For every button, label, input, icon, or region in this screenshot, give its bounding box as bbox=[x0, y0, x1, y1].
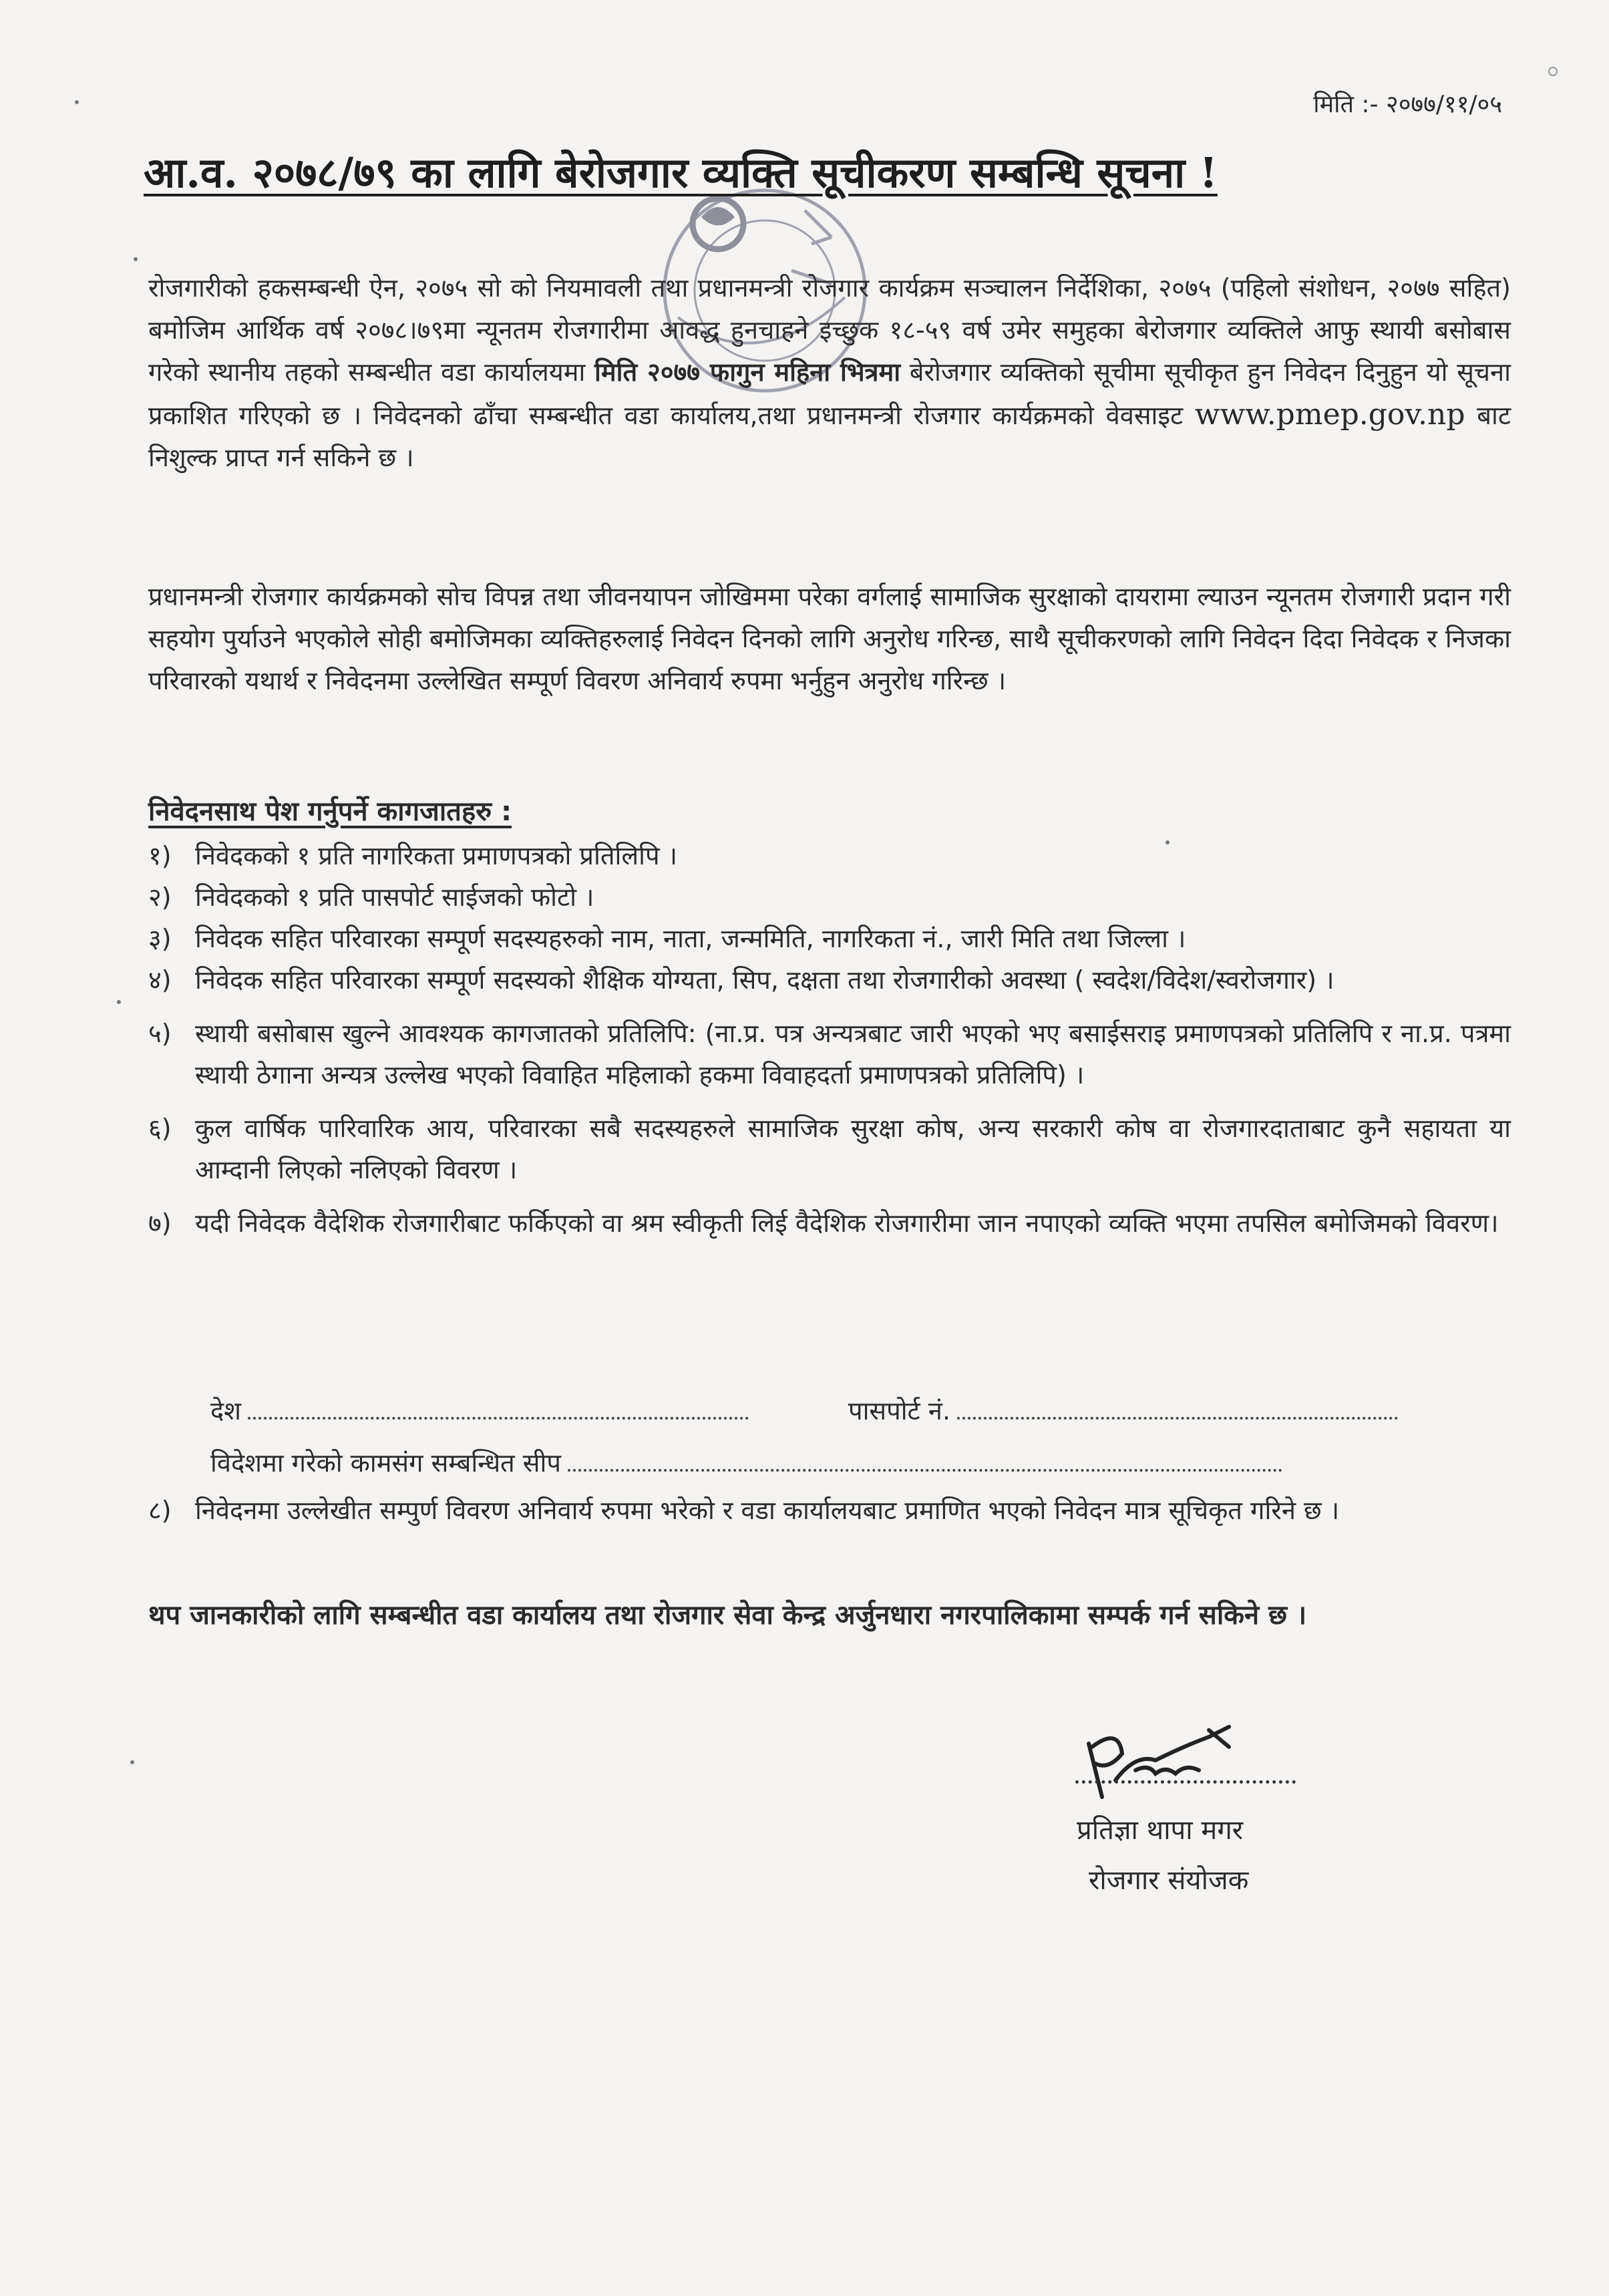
skill-blank bbox=[568, 1449, 1282, 1472]
item-number: ७) bbox=[148, 1208, 172, 1238]
intro-text-2: बेरोजगार व्यक्तिको सूचीमा सूचीकृत हुन निवेदन दिनुहुन यो सूचना प्रकाशित गरिएको छ । निवेदनको ढाँचा सम्बन्धीत वडा कार्यालय,तथा प्रधानमन्त्री रोजगार कार्यक्रमको वेवसाइट bbox=[148, 357, 1511, 430]
list-item bbox=[148, 1013, 1511, 1096]
item-text: कुल वार्षिक पारिवारिक आय, परिवारका सबै सदस्यहरुले सामाजिक सुरक्षा कोष, अन्य सरकारी कोष वा रोजगारदाताबाट कुनै सहायता या आम्दानी लिएको नलिएको विवरण । bbox=[195, 1114, 1511, 1184]
list-item bbox=[148, 1202, 1511, 1244]
list-item bbox=[148, 1490, 1511, 1531]
scan-speck bbox=[75, 100, 79, 104]
item-text: यदी निवेदक वैदेशिक रोजगारीबाट फर्किएको वा श्रम स्वीकृती लिई वैदेशिक रोजगारीमा जान नपाएको व्यक्ति भएमा तपसिल बमोजिमको विवरण। bbox=[195, 1208, 1499, 1238]
deadline-text: मिति २०७७ फागुन महिना भित्रमा bbox=[594, 357, 901, 387]
notice-title: आ.व. २०७८/७९ का लागि बेरोजगार व्यक्ति सूचीकरण सम्बन्धि सूचना ! bbox=[144, 148, 1218, 197]
purpose-paragraph: प्रधानमन्त्री रोजगार कार्यक्रमको सोच विपन्न तथा जीवनयापन जोखिममा परेका वर्गलाई सामाजिक सुरक्षाको दायरामा ल्याउन न्यूनतम रोजगारी प्रदान गरी सहयोग पुर्याउने भएकोले सोही बमोजिमका व्यक्तिहरुलाई निवेदन दिनको लागि अनुरोध गरिन्छ, साथै सूचीकरणको लागि निवेदन दिदा निवेदक र निजका परिवारको यथार्थ र निवेदनमा उल्लेखित सम्पूर्ण विवरण अनिवार्य रुपमा भर्नुहुन अनुरोध गरिन्छ । bbox=[148, 582, 1511, 695]
intro-text-3: बाट निशुल्क प्राप्त गर्न सकिने छ । bbox=[148, 401, 1511, 472]
item-number: ५) bbox=[148, 1019, 172, 1048]
requirements-list bbox=[148, 835, 1511, 1244]
scan-speck bbox=[130, 1760, 134, 1764]
passport-blank bbox=[957, 1397, 1398, 1420]
intro-text-1: रोजगारीको हकसम्बन्धी ऐन, २०७५ सो को नियमावली तथा प्रधानमन्त्री रोजगार कार्यक्रम सञ्चालन निर्देशिका, २०७५ (पहिलो संशोधन, २०७७ सहित) बमोजिम आर्थिक वर्ष २०७८।७९मा न्यूनतम रोजगारीमा आवद्ध हुनचाहने इच्छुक १८-५९ वर्ष उमेर समुहका बेरोजगार व्यक्तिले आफु स्थायी बसोबास गरेको स्थानीय तहको सम्बन्धीत वडा कार्यालयमा bbox=[148, 273, 1511, 387]
item-text: निवेदकको १ प्रति नागरिकता प्रमाणपत्रको प्रतिलिपि । bbox=[195, 841, 678, 870]
intro-paragraph bbox=[148, 267, 1511, 479]
skill-label: विदेशमा गरेको कामसंग सम्बन्धित सीप bbox=[210, 1448, 561, 1478]
item-text: निवेदकको १ प्रति पासपोर्ट साईजको फोटो । bbox=[195, 882, 594, 912]
passport-label: पासपोर्ट नं. bbox=[848, 1396, 950, 1426]
requirements-list-continued bbox=[148, 1490, 1511, 1531]
item-number: ८) bbox=[148, 1496, 172, 1525]
list-item bbox=[148, 1108, 1511, 1190]
scan-speck bbox=[117, 1000, 121, 1004]
list-item bbox=[148, 959, 1511, 1001]
item-number: १) bbox=[148, 841, 172, 870]
list-item bbox=[148, 918, 1511, 959]
item-number: ३) bbox=[148, 924, 172, 953]
signature-image bbox=[1075, 1717, 1249, 1804]
item-text: निवेदक सहित परिवारका सम्पूर्ण सदस्यको शैक्षिक योग्यता, सिप, दक्षता तथा रोजगारीको अवस्था ( स्वदेश/विदेश/स्वरोजगार) । bbox=[195, 965, 1334, 995]
item-number: ६) bbox=[148, 1114, 172, 1143]
scan-speck bbox=[134, 257, 138, 261]
website-link[interactable]: www.pmep.gov.np bbox=[1194, 397, 1465, 432]
signature-line bbox=[1075, 1780, 1296, 1784]
requirements-heading: निवेदनसाथ पेश गर्नुपर्ने कागजातहरु : bbox=[148, 796, 512, 827]
list-item bbox=[148, 876, 1511, 918]
notice-date: मिति :- २०७७/११/०५ bbox=[1313, 91, 1502, 118]
list-item bbox=[148, 835, 1511, 876]
item-text: स्थायी बसोबास खुल्ने आवश्यक कागजातको प्रतिलिपि: (ना.प्र. पत्र अन्यत्रबाट जारी भएको भए बसाईसराइ प्रमाणपत्रको प्रतिलिपि र ना.प्र. पत्रमा स्थायी ठेगाना अन्यत्र उल्लेख भएको विवाहित महिलाको हकमा विवाहदर्ता प्रमाणपत्रको प्रतिलिपि) । bbox=[195, 1019, 1511, 1090]
item-text: निवेदक सहित परिवारका सम्पूर्ण सदस्यहरुको नाम, नाता, जन्ममिति, नागरिकता नं., जारी मिति तथा जिल्ला । bbox=[195, 924, 1186, 953]
item-number: २) bbox=[148, 882, 172, 912]
country-label: देश bbox=[210, 1396, 242, 1426]
passport-field bbox=[848, 1393, 1398, 1428]
country-blank bbox=[248, 1397, 749, 1420]
item-number: ४) bbox=[148, 965, 172, 995]
scan-speck bbox=[1166, 840, 1170, 844]
country-field bbox=[210, 1393, 749, 1428]
item-text: निवेदनमा उल्लेखीत सम्पुर्ण विवरण अनिवार्य रुपमा भरेको र वडा कार्यालयबाट प्रमाणित भएको निवेदन मात्र सूचिकृत गरिने छ । bbox=[195, 1496, 1340, 1525]
scan-speck bbox=[1548, 67, 1558, 76]
skill-field bbox=[210, 1445, 1282, 1480]
signer-name: प्रतिज्ञा थापा मगर bbox=[1077, 1815, 1244, 1846]
contact-note: थप जानकारीको लागि सम्बन्धीत वडा कार्यालय तथा रोजगार सेवा केन्द्र अर्जुनधारा नगरपालिकामा सम्पर्क गर्न सकिने छ । bbox=[148, 1600, 1307, 1631]
signer-title: रोजगार संयोजक bbox=[1089, 1865, 1249, 1896]
